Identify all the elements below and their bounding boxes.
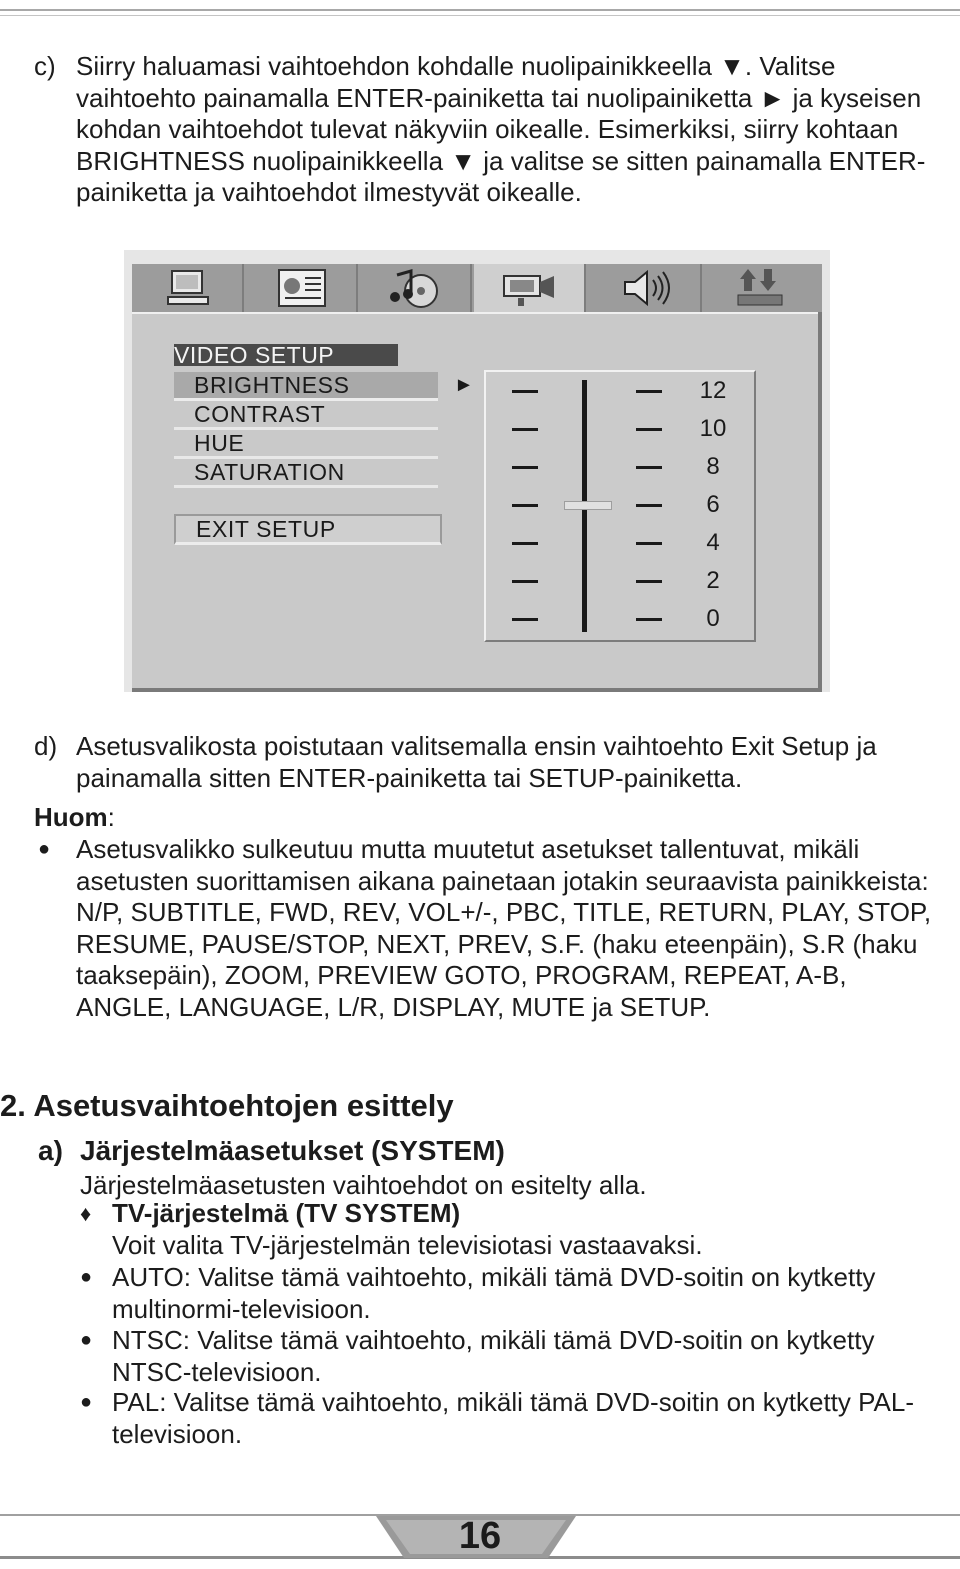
diamond-bullet-icon: ♦	[80, 1201, 92, 1226]
scale-tick-right	[636, 580, 662, 583]
scale-tick-right	[636, 504, 662, 507]
tv-option-pal: PAL: Valitse tämä vaihtoehto, mikäli tämä DVD-soitin on kytketty PAL-televisioon.	[112, 1387, 914, 1449]
menu-item-brightness[interactable]: BRIGHTNESS	[174, 372, 438, 401]
osd-tab-video[interactable]	[474, 264, 586, 316]
section-a-intro: Järjestelmäasetusten vaihtoehdot on esitelty alla.	[80, 1170, 647, 1200]
scale-label: 12	[699, 377, 727, 404]
scale-tick-left	[512, 618, 538, 621]
scale-label: 8	[706, 453, 720, 480]
osd-tab-system[interactable]	[132, 264, 244, 312]
scale-tick-right	[636, 466, 662, 469]
step-c-text: Siirry haluamasi vaihtoehdon kohdalle nuolipainikkeella ▼. Valitse vaihtoehto painamalla ENTER-painiketta tai nuolipainiketta ► ja kyseisen kohdan vaihtoehdot tulevat näkyviin oikealle. Esimerkiksi, siirry kohtaan BRIGHTNESS nuolipainikkeella ▼ ja valitse se sitten painamalla ENTER-painiketta ja vaihtoehdot ilmestyvät oikealle.	[76, 51, 926, 207]
osd-tab-speaker[interactable]	[590, 264, 702, 312]
tv-option-auto: AUTO: Valitse tämä vaihtoehto, mikäli tämä DVD-soitin on kytketty multinormi-televisioon.	[112, 1262, 876, 1324]
scale-tick-left	[512, 390, 538, 393]
slider-knob[interactable]	[564, 501, 612, 510]
monitor-icon	[166, 269, 210, 307]
menu-item-exit-setup[interactable]: EXIT SETUP	[174, 514, 442, 545]
scale-label: 0	[706, 605, 720, 632]
option-bullet-icon: ●	[80, 1329, 93, 1351]
osd-tab-bar	[132, 264, 822, 312]
section-a-title: Järjestelmäasetukset (SYSTEM)	[80, 1135, 505, 1166]
osd-tab-audio[interactable]	[360, 264, 472, 312]
menu-item-saturation[interactable]: SATURATION	[174, 459, 438, 488]
osd-tab-download[interactable]	[704, 264, 816, 312]
scale-label: 4	[706, 529, 720, 556]
step-d-marker: d)	[34, 731, 58, 761]
scale-label: 2	[706, 567, 720, 594]
scale-label: 6	[706, 491, 720, 518]
scale-tick-left	[512, 580, 538, 583]
scale-tick-left	[512, 504, 538, 507]
scale-tick-right	[636, 542, 662, 545]
osd-panel	[132, 312, 822, 692]
osd-menu-figure	[124, 250, 830, 692]
step-d-text: Asetusvalikosta poistutaan valitsemalla ensin vaihtoehto Exit Setup ja painamalla sitten ENTER-painiketta tai SETUP-painiketta.	[76, 731, 877, 793]
note-text: Asetusvalikko sulkeutuu mutta muutetut asetukset tallentuvat, mikäli asetusten suorittamisen aikana painetaan jotakin seuraavista painikkeista: N/P, SUBTITLE, FWD, REV, VOL+/-, PBC, TITLE, RETURN, PLAY, STOP, RESUME, PAUSE/STOP, NEXT, PREV, S.F. (haku eteenpäin), S.R (haku taaksepäin), ZOOM, PREVIEW GOTO, PROGRAM, REPEAT, A-B, ANGLE, LANGUAGE, L/R, DISPLAY, MUTE ja SETUP.	[76, 834, 932, 1022]
section-2-title: 2. Asetusvaihtoehtojen esittely	[0, 1088, 454, 1123]
top-rule	[0, 9, 960, 11]
download-icon	[736, 267, 784, 309]
brightness-slider[interactable]	[484, 370, 756, 642]
audio-disc-icon	[389, 267, 443, 309]
section-a-marker: a)	[38, 1135, 63, 1166]
step-c-marker: c)	[34, 51, 56, 81]
scale-tick-right	[636, 618, 662, 621]
tv-system-title: TV-järjestelmä (TV SYSTEM)	[112, 1198, 461, 1228]
note-bullet-icon: ●	[38, 838, 51, 860]
scale-tick-left	[512, 428, 538, 431]
video-camera-icon	[500, 270, 560, 310]
osd-tab-language[interactable]	[246, 264, 358, 312]
menu-title: VIDEO SETUP	[174, 344, 398, 366]
scale-tick-right	[636, 428, 662, 431]
tv-option-ntsc: NTSC: Valitse tämä vaihtoehto, mikäli tämä DVD-soitin on kytketty NTSC-televisioon.	[112, 1325, 875, 1387]
option-bullet-icon: ●	[80, 1266, 93, 1288]
scale-tick-left	[512, 542, 538, 545]
menu-item-contrast[interactable]: CONTRAST	[174, 401, 438, 430]
top-rule-thin	[0, 15, 960, 16]
scale-label: 10	[699, 415, 727, 442]
speaker-icon	[621, 268, 671, 308]
scale-tick-left	[512, 466, 538, 469]
language-icon	[277, 268, 327, 308]
note-label: Huom:	[34, 802, 115, 832]
menu-item-hue[interactable]: HUE	[174, 430, 438, 459]
selected-arrow-icon: ►	[454, 374, 474, 396]
tv-system-desc: Voit valita TV-järjestelmän televisiotasi vastaavaksi.	[112, 1230, 703, 1260]
page-number: 16	[458, 1515, 502, 1557]
option-bullet-icon: ●	[80, 1391, 93, 1413]
scale-tick-right	[636, 390, 662, 393]
